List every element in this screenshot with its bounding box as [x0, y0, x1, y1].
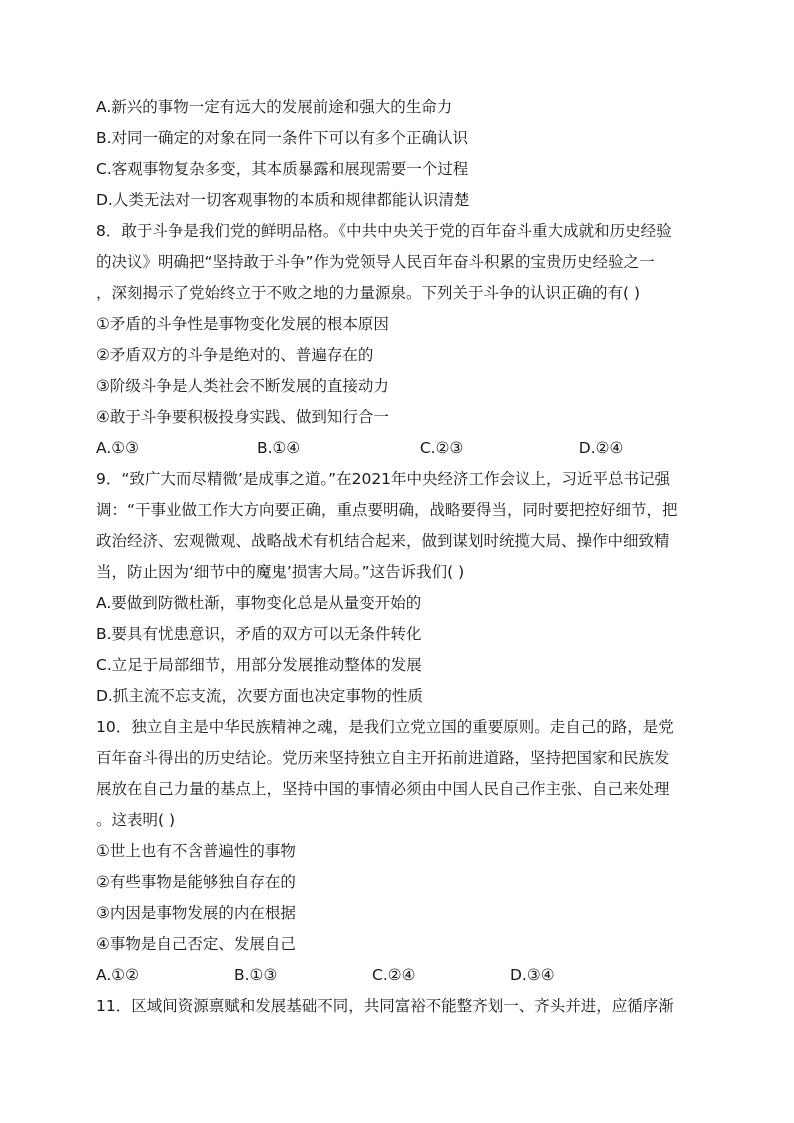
q9-stem-line: 调：“干事业做工作大方向要正确，重点要明确，战略要得当，同时要把控好细节，把: [96, 501, 678, 519]
q8-stem-line: ，深刻揭示了党始终立于不败之地的力量源泉。下列关于斗争的认识正确的有( ): [96, 284, 641, 302]
q10-statement-1: ①世上也有不含普遍性的事物: [96, 842, 296, 860]
q9-option-d: D.抓主流不忘支流，次要方面也决定事物的性质: [96, 687, 423, 705]
q8-statement-3: ③阶级斗争是人类社会不断发展的直接动力: [96, 377, 389, 395]
q8-choice-c: C.②③: [419, 439, 464, 457]
q10-choice-c: C.②④: [372, 966, 416, 984]
q7-option-d: D.人类无法对一切客观事物的本质和规律都能认识清楚: [96, 191, 470, 209]
q8-statement-2: ②矛盾双方的斗争是绝对的、普遍存在的: [96, 346, 374, 364]
q10-statement-2: ②有些事物是能够独自存在的: [96, 873, 296, 891]
q9-stem-line: 政治经济、宏观微观、战略战术有机结合起来，做到谋划时统揽大局、操作中细致精: [96, 532, 670, 550]
q10-choice-d: D.③④: [510, 966, 555, 984]
q9-option-c: C.立足于局部细节，用部分发展推动整体的发展: [96, 656, 422, 674]
q7-option-c: C.客观事物复杂多变，其本质暴露和展现需要一个过程: [96, 160, 469, 178]
question-10: [96, 712, 698, 991]
q8-choices: [96, 433, 698, 464]
question-11: [96, 991, 698, 1022]
q9-option-b: B.要具有忧患意识，矛盾的双方可以无条件转化: [96, 625, 422, 643]
q10-stem-line: 展放在自己力量的基点上，坚持中国的事情必须由中国人民自己作主张、自己来处理: [96, 780, 670, 798]
question-8: [96, 216, 698, 464]
q7-option-b: B.对同一确定的对象在同一条件下可以有多个正确认识: [96, 129, 469, 147]
q9-stem-line: 当，防止因为ʻ细节中的魔鬼’损害大局。”这告诉我们( ): [96, 563, 465, 581]
q8-statement-4: ④敢于斗争要积极投身实践、做到知行合一: [96, 408, 389, 426]
question-9: [96, 464, 698, 712]
q10-stem-line: 百年奋斗得出的历史结论。党历来坚持独立自主开拓前进道路，坚持把国家和民族发: [96, 749, 670, 767]
q10-stem-line: 10．独立自主是中华民族精神之魂，是我们立党立国的重要原则。走自己的路，是党: [96, 718, 674, 736]
q10-choice-b: B.①③: [234, 966, 278, 984]
q10-statement-3: ③内因是事物发展的内在根据: [96, 904, 296, 922]
q10-choice-a: A.①②: [96, 966, 140, 984]
q10-statement-4: ④事物是自己否定、发展自己: [96, 935, 296, 953]
q10-choices: [96, 960, 698, 991]
q8-statement-1: ①矛盾的斗争性是事物变化发展的根本原因: [96, 315, 389, 333]
q11-stem-line: 11．区域间资源禀赋和发展基础不同，共同富裕不能整齐划一、齐头并进，应循序渐: [96, 997, 674, 1015]
q8-choice-a: A.①③: [96, 439, 140, 457]
q9-option-a: A.要做到防微杜渐，事物变化总是从量变开始的: [96, 594, 422, 612]
q9-stem-line: 9．“致广大而尽精微’是成事之道。”在2021年中央经济工作会议上，习近平总书记强: [96, 470, 671, 488]
q8-choice-d: D.②④: [578, 439, 624, 457]
q7-option-a: A.新兴的事物一定有远大的发展前途和强大的生命力: [96, 98, 453, 116]
question-7-options: [96, 92, 698, 216]
q8-stem-line: 8．敢于斗争是我们党的鲜明品格。《中共中央关于党的百年奋斗重大成就和历史经验: [96, 222, 672, 240]
q8-stem-line: 的决议》明确把“坚持敢于斗争”作为党领导人民百年奋斗积累的宝贵历史经验之一: [96, 253, 655, 271]
q8-choice-b: B.①④: [256, 439, 301, 457]
q10-stem-line: 。这表明( ): [96, 811, 176, 829]
